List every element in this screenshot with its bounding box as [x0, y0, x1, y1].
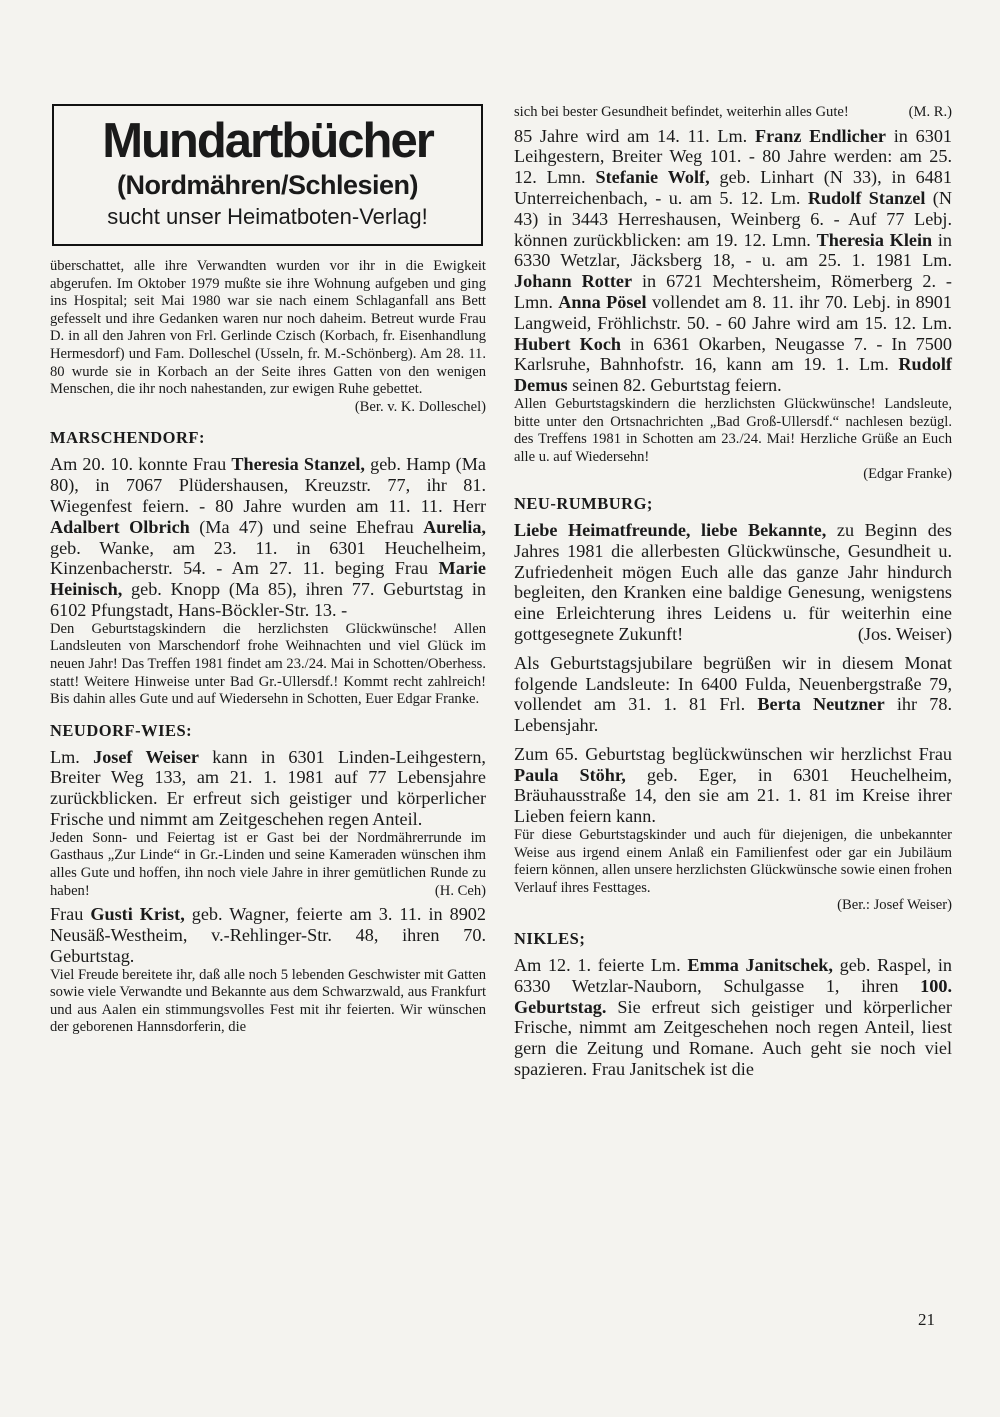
neu-rumburg-report-credit: (Ber.: Josef Weiser)	[837, 897, 952, 914]
neudorf-paragraph-1: Lm. Josef Weiser kann in 6301 Linden-Leihgestern, Breiter Weg 133, am 21. 1. 1981 auf 77 Lebensjahre zurückblicken. Er erfreut sich geistiger und körperlicher Frische und nimmt am Zeitgeschehen regen Anteil.	[50, 746, 486, 830]
nikles-paragraph-1: Am 12. 1. feierte Lm. Emma Janitschek, geb. Raspel, in 6330 Wetzlar-Nauborn, Schulgasse 1, ihren 100. Geburtstag. Sie erfreut sich geistiger und körperlicher Frische, nimmt am Zeitgeschehen noch regen Anteil, liest gern die Zeitung und Romane. Auch geht sie noch viel spazieren. Frau Janitschek ist die	[514, 955, 952, 1080]
right-intro-credit: (M. R.)	[908, 104, 952, 120]
greetings-credit: (Edgar Franke)	[863, 466, 952, 483]
neudorf-paragraph-2: Jeden Sonn- und Feiertag ist er Gast bei der Nordmährerrunde im Gasthaus „Zur Linde“ in Gr.-Linden und seine Kameraden wünschen ihm alles Gute und hoffen, ihn noch viele Jahre in ihrer gemütlichen Runde zu haben! (H. Ceh)	[50, 829, 486, 899]
left-intro-credit: (Ber. v. K. Dolleschel)	[354, 398, 486, 415]
neu-rumburg-paragraph-2: Als Geburtstagsjubilare begrüßen wir in diesem Monat folgende Landsleute: In 6400 Fulda, Neuenbergstraße 79, vollendet am 31. 1. 81 Frl. Berta Neutzner ihr 78. Lebensjahr.	[514, 652, 952, 736]
birthdays-paragraph: 85 Jahre wird am 14. 11. Lm. Franz Endlicher in 6301 Leihgestern, Breiter Weg 101. - 80 Jahre werden: am 25. 12. Lmn. Stefanie Wolf, geb. Linhart (N 33), in 6481 Unterreichenbach, - u. am 5. 12. Lm. Rudolf Stanzel (N 43) in 3443 Herreshausen, Weinberg 6. - Auf 77 Lebj. können zurückblicken: am 19. 12. Lmn. Theresia Klein in 6330 Wetzlar, Jäcksberg 18, - u. am 25. 1. 1981 Lm. Johann Rotter in 6721 Mechtersheim, Römerberg 2. - Lmn. Anna Pösel vollendet am 8. 11. ihr 70. Lebj. in 8901 Langweid, Fröhlichstr. 50. - 60 Jahre wird am 15. 12. Lm. Hubert Koch in 6361 Okarben, Neugasse 7. - In 7500 Karlsruhe, Bahnhofstr. 16, kann am 19. 1. Lm. Rudolf Demus seinen 82. Geburtstag feiern.	[514, 125, 953, 396]
left-column	[50, 258, 486, 1037]
section-heading-neudorf-wies: NEUDORF-WIES:	[50, 720, 193, 740]
section-heading-marschendorf: MARSCHENDORF:	[50, 428, 205, 448]
section-heading-neu-rumburg: NEU-RUMBURG;	[514, 493, 653, 513]
neu-rumburg-paragraph-3: Zum 65. Geburtstag beglückwünschen wir herzlichst Frau Paula Stöhr, geb. Eger, in 6301 Heuchelheim, Bräuhausstraße 14, den sie am 21. 1. 81 im Kreise ihrer Lieben feiern kann.	[514, 743, 952, 827]
neu-rumburg-paragraph-1: Liebe Heimatfreunde, liebe Bekannte, zu Beginn des Jahres 1981 die allerbesten Glückwünsche, Gesundheit u. Zufriedenheit mögen Euch alle das ganze Jahr hindurch begleiten, den Kranken eine baldige Genesung, wenigstens eine Erleichterung ihres Leidens u. für weiterhin eine gottgesegnete Zukunft! (Jos. Weiser)	[514, 519, 952, 644]
ad-title: Mundartbücher	[102, 114, 433, 168]
marschendorf-paragraph-2: Den Geburtstagskindern die herzlichsten Glückwünsche! Allen Landsleuten von Marschendorf frohe Weihnachten und viel Glück im neuen Jahr! Das Treffen 1981 findet am 23./24. Mai in Schotten/Oberhess. statt! Weitere Hinweise unter Bad Gr.-Ullersdf.! Kommt recht zahlreich! Bis dahin alles Gute und auf Wiedersehn in Schotten, Euer Edgar Franke.	[50, 620, 486, 708]
marschendorf-paragraph-1: Am 20. 10. konnte Frau Theresia Stanzel, geb. Hamp (Ma 80), in 7067 Plüdershausen, Kreuzstr. 77, ihr 81. Wiegenfest feiern. - 80 Jahre wurden am 11. 11. Herr Adalbert Olbrich (Ma 47) und seine Ehefrau Aurelia, geb. Wanke, am 23. 11. in 6301 Heuchelheim, Kinzenbacherstr. 54. - Am 27. 11. beging Frau Marie Heinisch, geb. Knopp (Ma 85), ihren 77. Geburtstag in 6102 Pfungstadt, Hans-Böckler-Str. 13. -	[50, 454, 486, 620]
neudorf-paragraph-4: Viel Freude bereitete ihr, daß alle noch 5 lebenden Geschwister mit Gatten sowie viele Verwandte und Bekannte aus dem Schwarzwald, aus Frankfurt und aus Aalen ein stimmungsvolles Fest mit ihr feierten. Wir wünschen der geborenen Hannsdorferin, die	[50, 966, 486, 1036]
neudorf-credit: (H. Ceh)	[434, 882, 486, 899]
ad-tagline: sucht unser Heimatboten-Verlag!	[107, 204, 428, 229]
greetings-paragraph: Allen Geburtstagskindern die herzlichsten Glückwünsche! Landsleute, bitte unter den Ortsnachrichten „Bad Groß-Ullersdf.“ nachlesen bezügl. des Treffens 1981 in Schotten am 23./24. Mai! Herzliche Grüße an Euch alle u. auf Wiedersehn!	[514, 395, 952, 465]
advertisement-box	[52, 104, 483, 246]
neu-rumburg-credit: (Jos. Weiser)	[857, 623, 952, 644]
page-number: 21	[918, 1310, 935, 1329]
neu-rumburg-paragraph-4: Für diese Geburtstagskinder und auch für diejenigen, die unbekannter Weise aus irgend einem Anlaß ein Familienfest oder gar ein Jubiläum feiern können, allen unsere herzlichsten Glückwünsche sowie einen frohen Verlauf ihres Festtages.	[514, 827, 952, 896]
section-heading-nikles: NIKLES;	[514, 929, 586, 949]
neudorf-paragraph-3: Frau Gusti Krist, geb. Wagner, feierte am 3. 11. in 8902 Neusäß-Westheim, v.-Rehlinger-Str. 48, ihren 70. Geburtstag.	[50, 904, 486, 966]
right-column	[514, 104, 952, 1080]
ad-subtitle: (Nordmähren/Schlesien)	[116, 170, 419, 200]
right-intro-paragraph: sich bei bester Gesundheit befindet, weiterhin alles Gute! (M. R.)	[514, 104, 952, 120]
left-intro-paragraph: überschattet, alle ihre Verwandten wurden vor ihr in die Ewigkeit abgerufen. Im Oktober 1979 mußte sie ihre Wohnung aufgeben und ging ins Hospital; seit Mai 1980 war sie nach einem Schlaganfall ans Bett gefesselt und ihre Gedanken waren nur noch daheim. Betreut wurde Frau D. in all den Jahren von Frl. Gerlinde Czisch (Korbach, fr. Eisenhandlung Hermesdorf) und Fam. Dolleschel (Usseln, fr. M.-Schönberg). Am 28. 11. 80 wurde sie in Korbach an der Seite ihres Gatten von den wenigen Menschen, die ihr noch nahestanden, zur ewigen Ruhe gebettet. (Ber. v. K. Dolleschel)	[50, 258, 486, 415]
